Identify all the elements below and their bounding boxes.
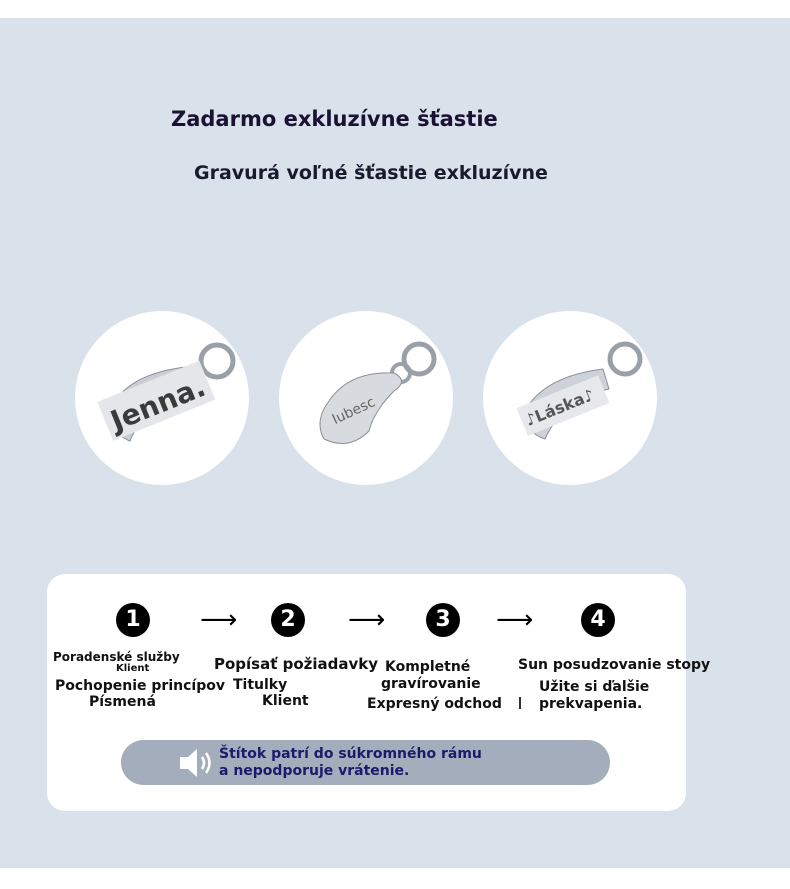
engraving-text: ♪Láska♪ xyxy=(522,385,597,430)
step-number-3: 3 xyxy=(426,603,460,637)
pendant-graphic xyxy=(75,311,249,485)
step-2-line2: Klient xyxy=(262,693,309,709)
step-2-title: Popísať požiadavky xyxy=(214,655,379,673)
arrow-right-icon: ⟶ xyxy=(348,605,386,635)
step-4-line1: Užite si ďalšie xyxy=(539,679,650,695)
speaker-icon xyxy=(177,746,217,780)
step-1-line2: Písmená xyxy=(89,694,156,710)
notice-banner xyxy=(121,740,610,785)
arrow-right-icon: ⟶ xyxy=(200,605,238,635)
page-subtitle: Gravurá voľné šťastie exkluzívne xyxy=(194,162,548,184)
engraving-text: Jenna. xyxy=(105,370,210,438)
step-1-small: Klient xyxy=(116,663,150,674)
step-number-1: 1 xyxy=(116,603,150,637)
sample-image-1 xyxy=(75,311,249,485)
step-3-title: Kompletné xyxy=(385,659,471,675)
step-1-line1: Pochopenie princípov xyxy=(55,678,225,694)
step-3-line1: Expresný odchod xyxy=(367,696,502,712)
step-number-2: 2 xyxy=(271,603,305,637)
step-4-title: Sun posudzovanie stopy xyxy=(518,657,711,673)
notice-line-2: a nepodporuje vrátenie. xyxy=(219,763,410,779)
step-3-title2: gravírovanie xyxy=(381,676,481,692)
pendant-graphic xyxy=(483,311,657,485)
divider xyxy=(519,697,521,709)
step-number-4: 4 xyxy=(581,603,615,637)
step-2-line1: Titulky xyxy=(233,677,288,693)
sample-image-3 xyxy=(483,311,657,485)
notice-line-1: Štítok patrí do súkromného rámu xyxy=(219,746,482,762)
page-title: Zadarmo exkluzívne šťastie xyxy=(171,107,498,131)
step-1-title: Poradenské služby xyxy=(53,650,180,664)
arrow-right-icon: ⟶ xyxy=(496,605,534,635)
sample-image-2 xyxy=(279,311,453,485)
step-4-line2: prekvapenia. xyxy=(539,696,643,712)
engraving-text: Iubesc xyxy=(329,394,378,428)
pendant-graphic xyxy=(279,311,453,485)
